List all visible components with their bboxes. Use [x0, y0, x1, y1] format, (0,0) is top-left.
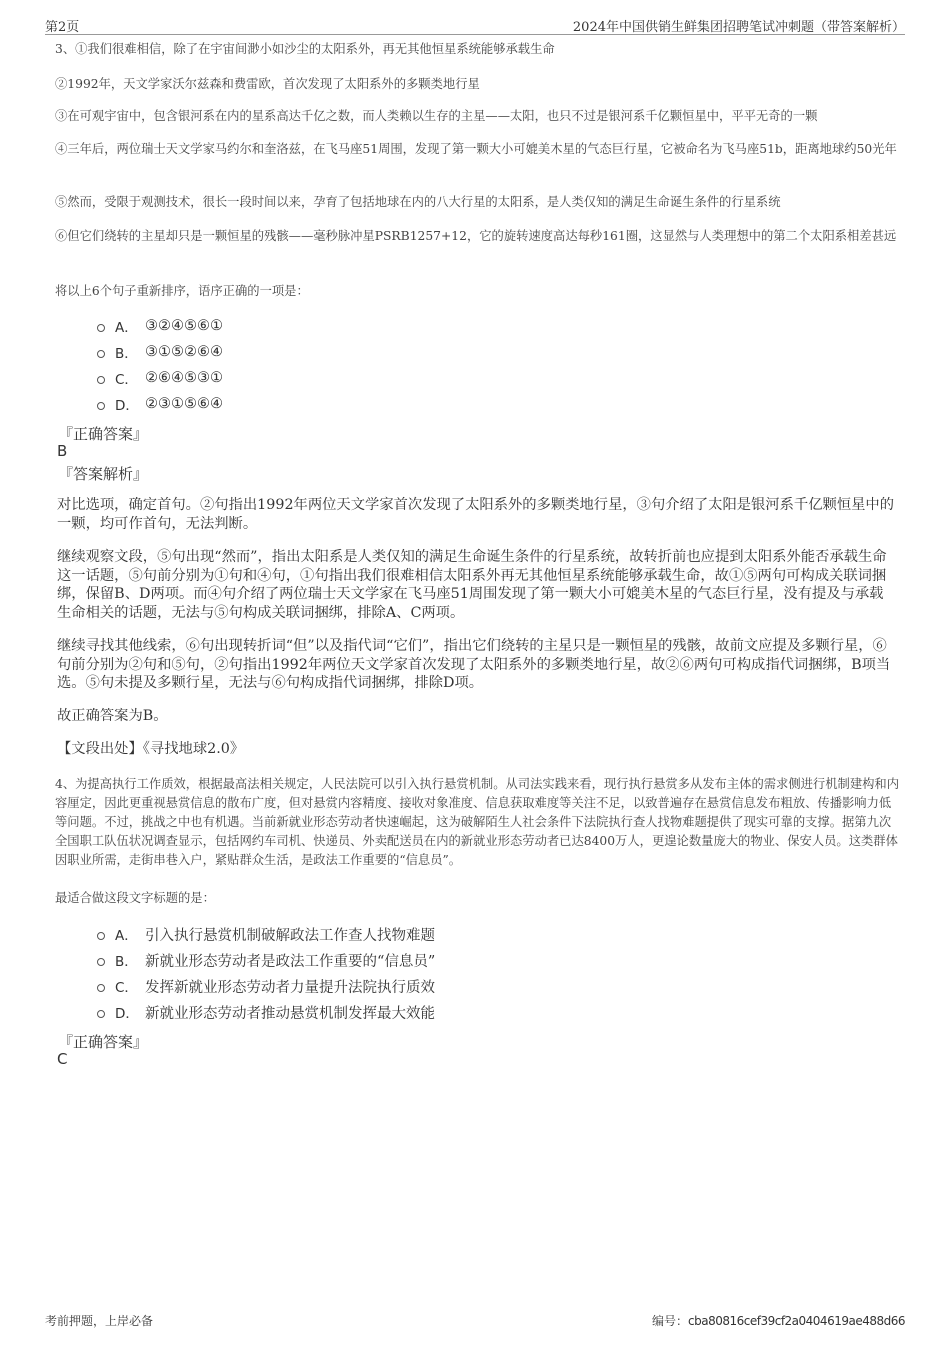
q3-prompt: 将以上6个句子重新排序，语序正确的一项是：: [55, 284, 309, 298]
q3-sentence-2-block: [55, 75, 900, 94]
q3-answer: B: [57, 442, 68, 460]
option-letter: D．: [115, 1006, 139, 1022]
radio-icon[interactable]: [97, 350, 105, 358]
q3-sentence-1: 3、①我们很难相信，除了在宇宙间渺小如沙尘的太阳系外，再无其他恒星系统能够承载生命: [55, 42, 555, 56]
q3-options: [97, 313, 797, 417]
option-letter: B．: [115, 346, 138, 362]
q3-analysis-3: 继续寻找其他线索，⑥句出现转折词“但”以及指代词“它们”，指出它们绕转的主星只是一颗恒星的残骸，故前文应提及多颗行星，⑥句前分别为②句和⑤句，②句指出1992年两位天文学家首次发现了太阳系外的多颗类地行星，故②⑥两句可构成指代词捆绑，B项当选。⑤句未提及多颗行星，无法与⑥句构成指代词捆绑，排除D项。: [57, 638, 891, 691]
q4-prompt: 最适合做这段文字标题的是：: [55, 891, 215, 905]
option-text: 新就业形态劳动者是政法工作重要的“信息员”: [145, 953, 436, 970]
option-letter: B．: [115, 954, 138, 970]
q3-sentence-5-block: [55, 193, 900, 212]
option-text: ②③①⑤⑥④: [145, 396, 223, 412]
q3-option-a[interactable]: [97, 313, 797, 339]
q4-option-b[interactable]: [97, 947, 797, 973]
radio-icon[interactable]: [97, 376, 105, 384]
q3-answer-label: 『正确答案』: [58, 425, 149, 443]
option-text: ②⑥④⑤③①: [145, 370, 223, 386]
q3-sentence-6: ⑥但它们绕转的主星却只是一颗恒星的残骸——毫秒脉冲星PSRB1257+12，它的旋转速度高达每秒161圈，这显然与人类理想中的第二个太阳系相差甚远: [55, 229, 897, 243]
code-label: 编号：: [651, 1314, 688, 1328]
q3-prompt-block: [55, 282, 900, 301]
q3-option-b[interactable]: [97, 339, 797, 365]
q4-options: [97, 921, 797, 1025]
q3-sentence-2: ②1992年，天文学家沃尔兹森和费雷欧，首次发现了太阳系外的多颗类地行星: [55, 77, 480, 91]
q4-prompt-block: [55, 889, 900, 908]
radio-icon[interactable]: [97, 1010, 105, 1018]
document-title: 2024年中国供销生鲜集团招聘笔试冲刺题（带答案解析）: [572, 20, 905, 35]
option-letter: C．: [115, 980, 138, 996]
q4-option-a[interactable]: [97, 921, 797, 947]
q4-answer: C: [57, 1050, 68, 1068]
q3-sentence-4: ④三年后，两位瑞士天文学家马约尔和奎洛兹，在飞马座51周围，发现了第一颗大小可媲美木星的气态巨行星，它被命名为飞马座51b，距离地球约50光年: [55, 142, 897, 156]
q4-passage-block: [55, 775, 900, 870]
q3-sentence-6-block: [55, 227, 900, 246]
option-letter: A．: [115, 320, 138, 336]
page-number: 第2页: [45, 20, 80, 35]
page-footer: [45, 1312, 905, 1332]
q3-option-c[interactable]: [97, 365, 797, 391]
radio-icon[interactable]: [97, 324, 105, 332]
q3-source: 【文段出处】《寻找地球2.0》: [57, 741, 245, 757]
q3-analysis-1: 对比选项，确定首句。②句指出1992年两位天文学家首次发现了太阳系外的多颗类地行星，③句介绍了太阳是银河系千亿颗恒星中的一颗，均可作首句，无法判断。: [57, 497, 895, 532]
q3-sentence-3: ③在可观宇宙中，包含银河系在内的星系高达千亿之数，而人类赖以生存的主星——太阳，也只不过是银河系千亿颗恒星中，平平无奇的一颗: [55, 109, 818, 123]
option-text: ③①⑤②⑥④: [145, 344, 223, 360]
q3-option-d[interactable]: [97, 391, 797, 417]
q3-sentence-3-block: [55, 107, 900, 126]
footer-slogan: 考前押题，上岸必备: [45, 1314, 154, 1328]
q3-sentence-5: ⑤然而，受限于观测技术，很长一段时间以来，孕育了包括地球在内的八大行星的太阳系，是人类仅知的满足生命诞生条件的行星系统: [55, 195, 781, 209]
q3-conclusion: 故正确答案为B。: [57, 708, 168, 724]
document-code: [652, 1312, 905, 1329]
q3-analysis-1-block: [57, 496, 897, 533]
q4-option-c[interactable]: [97, 973, 797, 999]
radio-icon[interactable]: [97, 984, 105, 992]
q3-analysis-4-block: [57, 707, 897, 726]
radio-icon[interactable]: [97, 402, 105, 410]
q4-answer-label: 『正确答案』: [58, 1033, 149, 1051]
q3-analysis-2: 继续观察文段，⑤句出现“然而”，指出太阳系是人类仅知的满足生命诞生条件的行星系统，故转折前也应提到太阳系外能否承载生命这一话题，⑤句前分别为①句和④句，①句指出我们很难相信太阳系外再无其他恒星系统能够承载生命，故①⑤两句可构成关联词捆绑，保留B、D两项。而④句介绍了两位瑞士天文学家在飞马座51周围发现了第一颗大小可媲美木星的气态巨行星，没有提及与承载生命相关的话题，无法与⑤句构成关联词捆绑，排除A、C两项。: [57, 549, 887, 621]
q3-analysis-2-block: [57, 548, 897, 622]
option-text: 发挥新就业形态劳动者力量提升法院执行质效: [145, 979, 435, 996]
option-text: 新就业形态劳动者推动悬赏机制发挥最大效能: [145, 1005, 435, 1022]
radio-icon[interactable]: [97, 932, 105, 940]
q3-intro: [55, 41, 900, 57]
option-letter: A．: [115, 928, 138, 944]
q4-option-d[interactable]: [97, 999, 797, 1025]
option-letter: C．: [115, 372, 138, 388]
page-header: [45, 14, 905, 35]
code-value: cba80816cef39cf2a0404619ae488d66: [688, 1314, 905, 1328]
radio-icon[interactable]: [97, 958, 105, 966]
q4-passage: 4、为提高执行工作质效，根据最高法相关规定，人民法院可以引入执行悬赏机制。从司法实践来看，现行执行悬赏多从发布主体的需求侧进行机制建构和内容厘定，因此更重视悬赏信息的散布广度，但对悬赏内容精度、接收对象准度、信息获取难度等关注不足，以致普遍存在悬赏信息发布粗放、传播影响力低等问题。不过，挑战之中也有机遇。当前新就业形态劳动者快速崛起，这为破解陌生人社会条件下法院执行查人找物难题提供了现实可靠的支撑。据第九次全国职工队伍状况调查显示，包括网约车司机、快递员、外卖配送员在内的新就业形态劳动者已达8400万人，更遑论数量庞大的物业、保安人员。这类群体因职业所需，走街串巷入户，紧贴群众生活，是政法工作重要的“信息员”。: [55, 777, 900, 867]
option-letter: D．: [115, 398, 139, 414]
option-text: 引入执行悬赏机制破解政法工作查人找物难题: [145, 927, 435, 944]
q3-analysis-3-block: [57, 637, 897, 693]
option-text: ③②④⑤⑥①: [145, 318, 223, 334]
q3-source-block: [57, 740, 897, 759]
q3-analysis-label: 『答案解析』: [58, 465, 149, 483]
q3-sentence-4-block: [55, 140, 900, 159]
